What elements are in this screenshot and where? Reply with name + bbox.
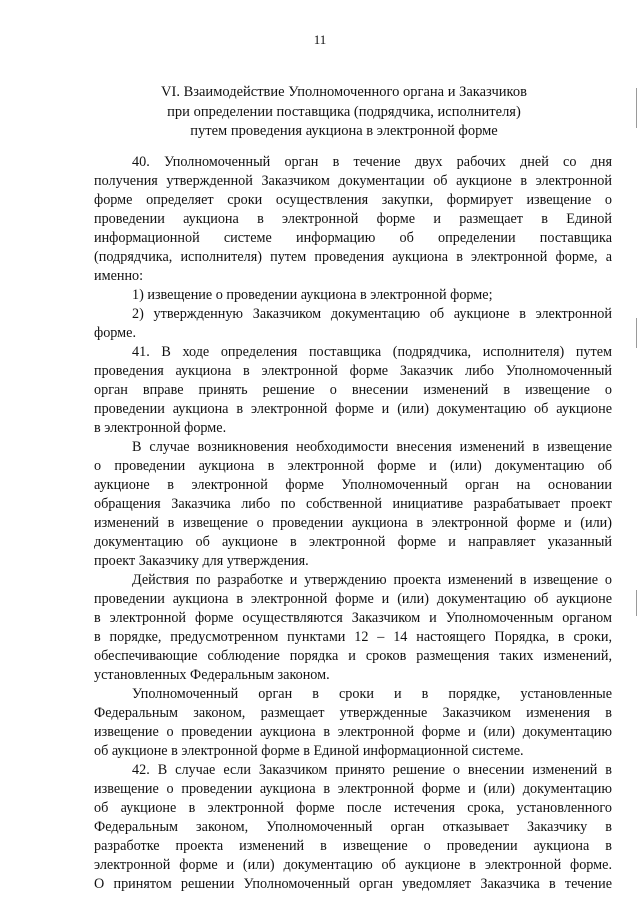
body-line: О принятом решении Уполномоченный орган уведомляет Заказчика в течение [94,876,612,892]
body-line: получения утвержденной Заказчиком документации об аукционе в электронной [94,173,612,189]
body-text [94,153,612,894]
section-title-line: VI. Взаимодействие Уполномоченного органа и Заказчиков [161,84,527,100]
body-line: форме определяет сроки осуществления закупки, формирует извещение о [94,192,612,208]
body-line: проект Заказчику для утверждения. [94,553,309,569]
body-line: 42. В случае если Заказчиком принято решение о внесении изменений в [132,762,612,778]
body-line: проведения аукциона в электронной форме Заказчик либо Уполномоченный [94,363,612,379]
body-line: обращения Заказчика либо по собственной инициативе разрабатывает проект [94,496,612,512]
section-title [96,83,592,142]
body-line: в электронной форме. [94,420,227,436]
body-line: обеспечивающие соблюдение порядка и сроков размещения таких изменений, [94,648,612,664]
body-line: о проведении аукциона в электронной форме и (или) документацию об [94,458,612,474]
body-line: изменений в извещение о проведении аукциона в электронной форме и (или) [94,515,612,531]
body-line: об аукционе в электронной форме в Единой информационной системе. [94,743,524,759]
scan-artifact [636,318,637,348]
body-line: документацию об аукционе в электронной форме и направляет указанный [94,534,612,550]
body-line: орган вправе принять решение о внесении изменений в извещение о [94,382,612,398]
body-line: Уполномоченный орган в сроки и в порядке, установленные [132,686,612,702]
body-line: форме. [94,325,136,341]
body-line: электронной форме и (или) документацию об аукционе в электронной форме. [94,857,612,873]
body-line: Действия по разработке и утверждению проекта изменений в извещение о [132,572,612,588]
body-line: извещение о проведении аукциона в электронной форме и (или) документацию [94,724,612,740]
body-line: в электронной форме осуществляются Заказчиком и Уполномоченным органом [94,610,612,626]
scan-artifact [636,88,637,128]
body-line: 41. В ходе определения поставщика (подрядчика, исполнителя) путем [132,344,612,360]
body-line: аукционе в электронной форме Уполномоченный орган на основании [94,477,612,493]
body-line: установленных Федеральным законом. [94,667,330,683]
body-line: 40. Уполномоченный орган в течение двух рабочих дней со дня [132,154,612,170]
body-line: Федеральным законом, Уполномоченный орган отказывает Заказчику в [94,819,612,835]
page-number: 11 [313,32,327,47]
body-line: В случае возникновения необходимости внесения изменений в извещение [132,439,612,455]
body-line: извещение о проведении аукциона в электронной форме и (или) документацию [94,781,612,797]
body-line: именно: [94,268,144,284]
body-line: об аукционе в электронной форме после истечения срока, установленного [94,800,612,816]
section-title-line: путем проведения аукциона в электронной форме [190,123,498,139]
body-line: проведении аукциона в электронной форме и размещает в Единой [94,211,612,227]
body-line: (подрядчика, исполнителя) путем проведения аукциона в электронной форме, а [94,249,612,265]
body-line: 2) утвержденную Заказчиком документацию об аукционе в электронной [132,306,612,322]
body-line: проведении аукциона в электронной форме и (или) документацию об аукционе [94,591,612,607]
body-line: 1) извещение о проведении аукциона в электронной форме; [132,287,493,303]
scan-artifact [636,590,637,616]
section-title-line: при определении поставщика (подрядчика, исполнителя) [167,103,521,120]
body-line: проведении аукциона в электронной форме и (или) документацию об аукционе [94,401,612,417]
body-line: информационной системе информацию об определении поставщика [94,230,612,246]
body-line: в порядке, предусмотренном пунктами 12 – 14 настоящего Порядка, в сроки, [94,629,612,645]
body-line: разработке проекта изменений в извещение о проведении аукциона в [94,838,612,854]
body-line: Федеральным законом, размещает утвержденные Заказчиком изменения в [94,705,612,721]
